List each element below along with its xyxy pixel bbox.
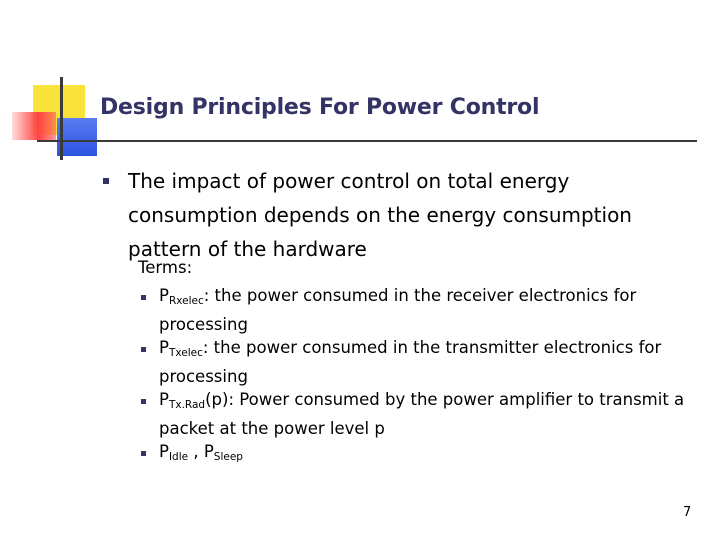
bullet-square-icon [141, 451, 146, 456]
decor-red-square [12, 112, 56, 140]
main-bullet-text: The impact of power control on total energy consumption depends on the energy consumption pattern of the hardware [128, 169, 632, 261]
term-item [159, 284, 714, 336]
terms-label: Terms: [138, 258, 193, 277]
decor-blue-square [57, 118, 97, 156]
page-number: 7 [683, 505, 692, 520]
bullet-square-icon [141, 399, 146, 404]
bullet-square-icon [141, 347, 146, 352]
bullet-square-icon [103, 178, 109, 184]
term-definition: (p): Power consumed by the power amplifier to transmit a packet at the power level p [159, 390, 685, 438]
slide-title: Design Principles For Power Control [100, 95, 540, 120]
term-item [159, 388, 714, 440]
term-subscript: Rxelec [168, 295, 204, 307]
term-item [159, 336, 714, 388]
term-symbol: P [159, 286, 169, 305]
term-subscript: Txelec [168, 347, 203, 359]
term-separator: , [188, 442, 204, 461]
decor-vertical-line [60, 77, 63, 160]
term-subscript: Tx.Rad [168, 399, 206, 411]
title-underline [37, 140, 697, 142]
term-symbol: P [203, 442, 214, 461]
term-definition: : the power consumed in the receiver electronics for processing [159, 286, 637, 334]
term-symbol: P [159, 338, 169, 357]
term-subscript: Sleep [213, 451, 243, 463]
term-definition: : the power consumed in the transmitter electronics for processing [159, 338, 662, 386]
term-item [159, 440, 714, 469]
term-symbol: P [159, 442, 169, 461]
term-subscript: Idle [168, 451, 189, 463]
bullet-square-icon [141, 295, 146, 300]
term-symbol: P [159, 390, 169, 409]
